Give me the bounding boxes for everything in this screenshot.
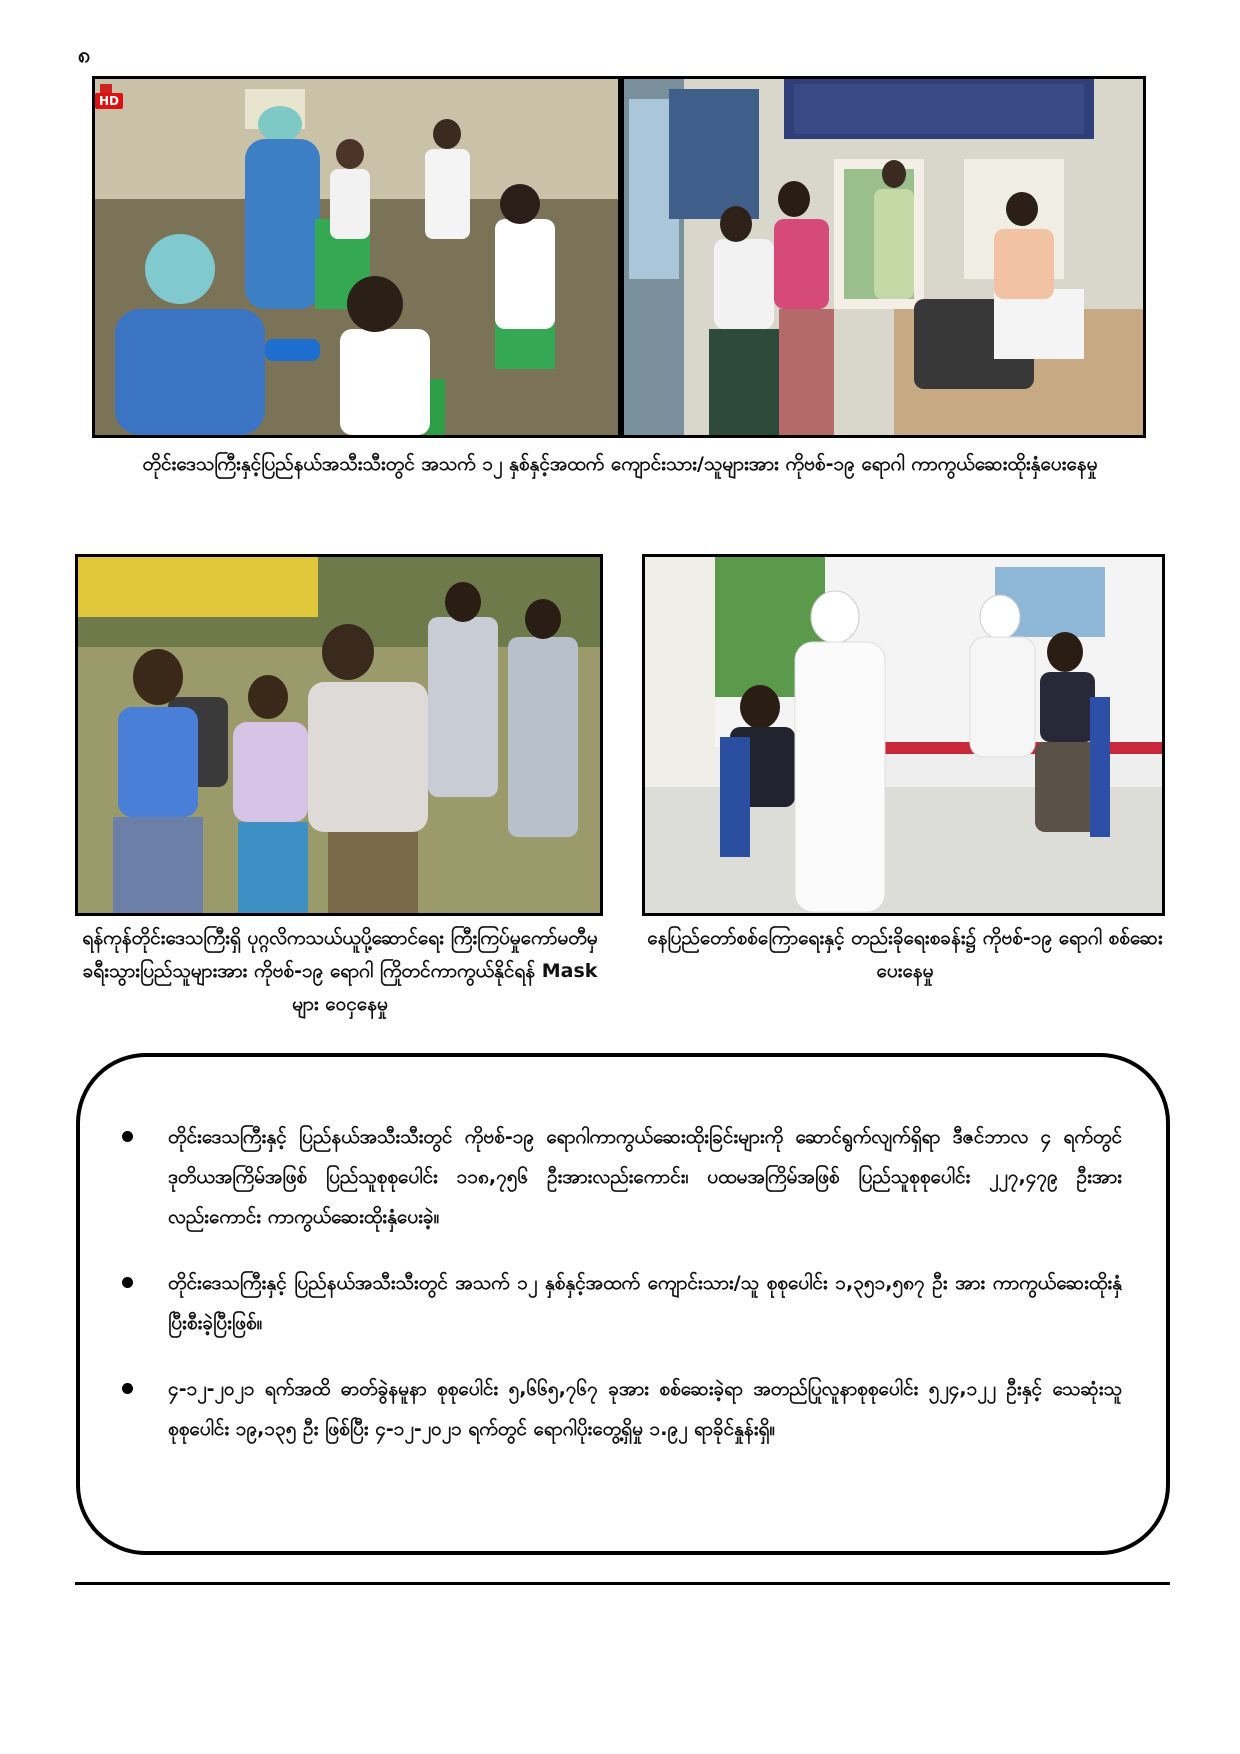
bullet-dot-icon [122, 1131, 133, 1142]
bullet-dot-icon [122, 1383, 133, 1394]
vaccination-classroom-photo [95, 79, 618, 435]
covid-testing-image [645, 557, 1162, 913]
bullet-text: တိုင်းဒေသကြီးနှင့် ပြည်နယ်အသီးသီးတွင် အသက် ၁၂ နှစ်နှင့်အထက် ကျောင်းသား/သူ စုစုပေါင်း ၁,၃၅၁,၅၈၇ ဦး အား ကာကွယ်ဆေးထိုးနှံပြီးစီးခဲ့ပြီးဖြစ်။ [168, 1272, 1122, 1334]
covid-testing-caption: နေပြည်တော်စစ်ကြောရေးနှင့် တည်းခိုရေးစခန်း၌ ကိုဗစ်-၁၉ ရောဂါ စစ်ဆေးပေးနေမှု [647, 927, 1163, 982]
bullet-item [122, 1263, 1122, 1343]
page-number: ၈ [78, 43, 91, 68]
bullet-text: ၄-၁၂-၂၀၂၁ ရက်အထိ ဓာတ်ခွဲနမူနာ စုစုပေါင်း ၅,၆၆၅,၇၆၇ ခုအား စစ်ဆေးခဲ့ရာ အတည်ပြုလူနာစုစုပေါင်း ၅၂၄,၁၂၂ ဦးနှင့် သေဆုံးသူစုစုပေါင်း ၁၉,၁၃၅ ဦး ဖြစ်ပြီး ၄-၁၂-၂၀၂၁ ရက်တွင် ရောဂါပိုးတွေ့ရှိမှု ၁.၉၂ ရာခိုင်နှုန်းရှိ။ [168, 1378, 1122, 1440]
summary-box [76, 1053, 1170, 1555]
bullet-text: တိုင်းဒေသကြီးနှင့် ပြည်နယ်အသီးသီးတွင် ကိုဗစ်-၁၉ ရောဂါကာကွယ်ဆေးထိုးခြင်းများကို ဆောင်ရွက်လျက်ရှိရာ ဒီဇင်ဘာလ ၄ ရက်တွင် ဒုတိယအကြိမ်အဖြစ် ပြည်သူစုစုပေါင်း ၁၁၈,၇၅၆ ဦးအားလည်းကောင်း၊ ပထမအကြိမ်အဖြစ် ပြည်သူစုစုပေါင်း ၂၂၇,၄၇၉ ဦးအားလည်းကောင်း ကာကွယ်ဆေးထိုးနှံပေးခဲ့။ [168, 1126, 1122, 1228]
mask-distribution-photo [75, 554, 603, 916]
summary-bullet-list [122, 1117, 1122, 1475]
tv-watermark: HD [95, 93, 123, 109]
mask-distribution-caption: ရန်ကုန်တိုင်းဒေသကြီးရှိ ပုဂ္ဂလိကသယ်ယူပို့ဆောင်ရေး ကြီးကြပ်မှုကော်မတီမှ ခရီးသွားပြည်သူများအား ကိုဗစ်-၁၉ ရောဂါ ကြိုတင်ကာကွယ်နိုင်ရန် Mask များ ဝေငှနေမှု [82, 927, 598, 1015]
bullet-item [122, 1117, 1122, 1237]
bullet-dot-icon [122, 1277, 133, 1288]
top-photo-caption: တိုင်းဒေသကြီးနှင့်ပြည်နယ်အသီးသီးတွင် အသက် ၁၂ နှစ်နှင့်အထက် ကျောင်းသား/သူများအား ကိုဗစ်-၁၉ ရောဂါ ကာကွယ်ဆေးထိုးနှံပေးနေမှု [142, 453, 1098, 475]
vaccination-clinic-photo [624, 79, 1143, 435]
bullet-item [122, 1369, 1122, 1449]
mask-distribution-image [78, 557, 600, 913]
vaccination-clinic-image [624, 79, 1143, 435]
vaccination-classroom-image [95, 79, 618, 435]
bottom-divider [75, 1582, 1170, 1585]
covid-testing-photo [642, 554, 1165, 916]
